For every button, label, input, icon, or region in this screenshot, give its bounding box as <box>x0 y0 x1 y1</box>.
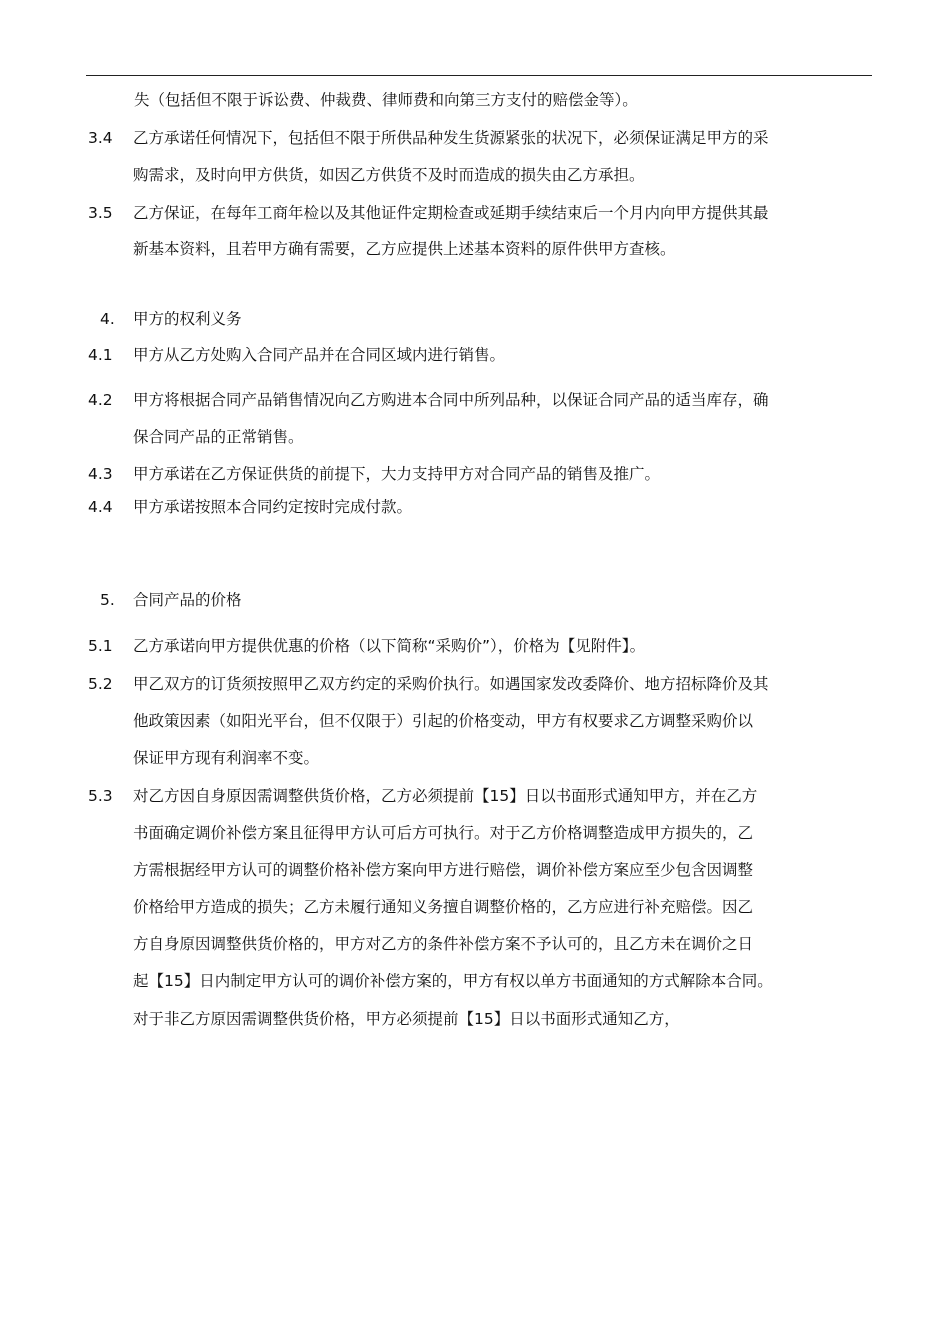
clause-5-3-line-7: 对于非乙方原因需调整供货价格，甲方必须提前【15】日以书面形式通知乙方， <box>133 1010 680 1028</box>
clause-4-1-line-1: 甲方从乙方处购入合同产品并在合同区域内进行销售。 <box>133 346 506 364</box>
clause-5-3-line-6: 起【15】日内制定甲方认可的调价补偿方案的，甲方有权以单方书面通知的方式解除本合同。 <box>133 972 773 990</box>
header-rule <box>86 75 872 76</box>
clause-5-3-line-3: 方需根据经甲方认可的调整价格补偿方案向甲方进行赔偿，调价补偿方案应至少包含因调整 <box>133 861 754 879</box>
clause-4-4-line-1: 甲方承诺按照本合同约定按时完成付款。 <box>133 498 413 516</box>
clause-4-3-line-1: 甲方承诺在乙方保证供货的前提下，大力支持甲方对合同产品的销售及推广。 <box>133 465 661 483</box>
clause-5-3-number: 5.3 <box>88 787 113 805</box>
clause-3-5-line-2: 新基本资料，且若甲方确有需要，乙方应提供上述基本资料的原件供甲方查核。 <box>133 240 676 258</box>
clause-5-2-line-2: 他政策因素（如阳光平台，但不仅限于）引起的价格变动，甲方有权要求乙方调整采购价以 <box>133 712 754 730</box>
clause-4-2-line-2: 保合同产品的正常销售。 <box>133 428 304 446</box>
clause-5-2-number: 5.2 <box>88 675 113 693</box>
clause-3-5-line-1: 乙方保证，在每年工商年检以及其他证件定期检查或延期手续结束后一个月内向甲方提供其最 <box>133 204 769 222</box>
clause-3-3-continuation: 失（包括但不限于诉讼费、仲裁费、律师费和向第三方支付的赔偿金等）。 <box>134 91 638 109</box>
clause-4-4-number: 4.4 <box>88 498 113 516</box>
section-5-title: 合同产品的价格 <box>133 591 242 609</box>
clause-4-2-line-1: 甲方将根据合同产品销售情况向乙方购进本合同中所列品种，以保证合同产品的适当库存，确 <box>133 391 769 409</box>
section-4-number: 4. <box>100 310 115 328</box>
clause-5-3-line-2: 书面确定调价补偿方案且征得甲方认可后方可执行。对于乙方价格调整造成甲方损失的，乙 <box>133 824 754 842</box>
clause-5-2-line-3: 保证甲方现有利润率不变。 <box>133 749 320 767</box>
clause-5-3-line-1: 对乙方因自身原因需调整供货价格，乙方必须提前【15】日以书面形式通知甲方，并在乙方 <box>133 787 758 805</box>
clause-3-5-number: 3.5 <box>88 204 113 222</box>
clause-3-4-line-2: 购需求，及时向甲方供货，如因乙方供货不及时而造成的损失由乙方承担。 <box>133 166 645 184</box>
clause-3-4-line-1: 乙方承诺任何情况下，包括但不限于所供品种发生货源紧张的状况下，必须保证满足甲方的采 <box>133 129 769 147</box>
clause-5-1-line-1: 乙方承诺向甲方提供优惠的价格（以下简称“采购价”），价格为【见附件】。 <box>133 637 646 655</box>
clause-4-3-number: 4.3 <box>88 465 113 483</box>
section-4-title: 甲方的权利义务 <box>133 310 242 328</box>
clause-3-4-number: 3.4 <box>88 129 113 147</box>
clause-4-1-number: 4.1 <box>88 346 113 364</box>
section-5-number: 5. <box>100 591 115 609</box>
clause-5-3-line-4: 价格给甲方造成的损失；乙方未履行通知义务擅自调整价格的，乙方应进行补充赔偿。因乙 <box>133 898 754 916</box>
clause-5-1-number: 5.1 <box>88 637 113 655</box>
clause-5-2-line-1: 甲乙双方的订货须按照甲乙双方约定的采购价执行。如遇国家发改委降价、地方招标降价及其 <box>133 675 769 693</box>
clause-5-3-line-5: 方自身原因调整供货价格的，甲方对乙方的条件补偿方案不予认可的，且乙方未在调价之日 <box>133 935 754 953</box>
clause-4-2-number: 4.2 <box>88 391 113 409</box>
